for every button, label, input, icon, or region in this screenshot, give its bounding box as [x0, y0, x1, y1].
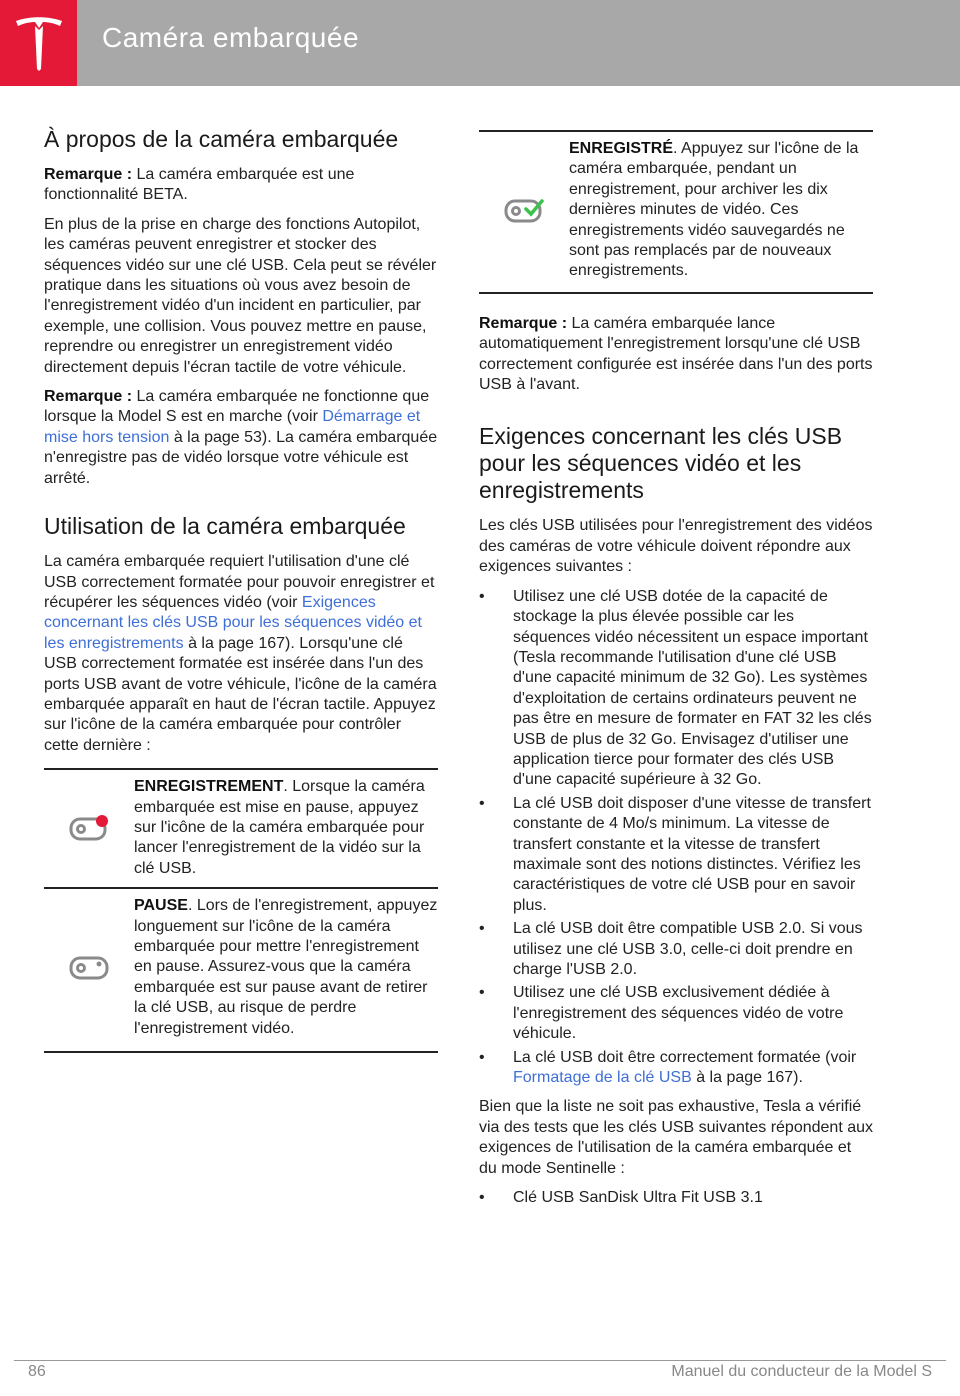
tesla-logo	[0, 0, 77, 86]
paragraph-requirements: Les clés USB utilisées pour l'enregistrement des vidéos des caméras de votre véhicule doivent répondre aux exigences suivantes :	[479, 517, 873, 576]
note-beta: Remarque : La caméra embarquée est une fonctionnalité BETA.	[44, 166, 355, 204]
recording-icon	[44, 777, 134, 879]
section-title-requirements: Exigences concernant les clés USB pour les séquences vidéo et les enregistrements	[479, 423, 843, 504]
list-item: • La clé USB doit disposer d'une vitesse de transfert constante de 4 Mo/s minimum. La vitesse de transfert constante et la vitesse de transfert maximale sont des notions distinctes. Vérifiez les caractéristiques de votre clé USB pour en savoir plus.	[479, 794, 873, 916]
link-exigences[interactable]: Exigences concernant les clés USB pour les séquences vidéo et les enregistrements	[44, 593, 422, 652]
link-demarrage[interactable]: Démarrage et mise hors tension	[44, 408, 421, 446]
paragraph-intro: En plus de la prise en charge des fonctions Autopilot, les caméras peuvent enregistrer et stocker des séquences vidéo sur une clé USB. Cela peut se révéler pratique dans les situations où vous avez besoin de l'enregistrement vidéo d'un incident en particulier, par exemple, une collision. Vous pouvez mettre en pause, reprendre ou enregistrer un enregistrement vidéo directement depuis l'écran tactile de votre véhicule.	[44, 215, 437, 376]
table-row: ENREGISTRÉ. Appuyez sur l'icône de la caméra embarquée, pendant un enregistrement, pour archiver les dix dernières minutes de vidéo. Ces enregistrements vidéo sauvegardés ne sont pas remplacés par de nouveaux enregistrements.	[479, 132, 873, 294]
note-power: Remarque : La caméra embarquée ne fonctionne que lorsque la Model S est en marche (voir Démarrage et mise hors tension à la page 53). La caméra embarquée n'enregistre pas de vidéo lorsque votre véhicule est arrêté.	[44, 388, 438, 487]
paragraph-usage: La caméra embarquée requiert l'utilisation d'une clé USB correctement formatée pour pouvoir enregistrer et récupérer les séquences vidéo (voir Exigences concernant les clés USB pour les séquences vidéo et les enregistrements à la page 167). Lorsqu'une clé USB correctement formatée est insérée dans l'un des ports USB avant de votre véhicule, l'icône de la caméra embarquée apparaît en haut de l'écran tactile. Appuyez sur l'icône de la caméra embarquée pour contrôler cette dernière :	[44, 553, 437, 754]
list-item: • Clé USB SanDisk Ultra Fit USB 3.1	[479, 1188, 873, 1208]
page-header	[0, 0, 960, 86]
list-item: • Utilisez une clé USB dotée de la capacité de stockage la plus élevée possible car les séquences vidéo nécessitent un espace important (Tesla recommande l'utilisation d'une clé USB d'une capacité minimum de 32 Go). Les systèmes d'exploitation de certains ordinateurs peuvent ne pas être en mesure de formater en FAT 32 les clés USB de plus de 32 Go. Envisagez d'utiliser une application tierce pour formater des clés USB d'une capacité supérieure à 32 Go.	[479, 587, 873, 791]
tested-keys-list	[479, 1188, 873, 1208]
page-title: Caméra embarquée	[102, 22, 360, 53]
section-title-usage: Utilisation de la caméra embarquée	[44, 513, 406, 540]
icon-table	[44, 768, 438, 1053]
link-formatage[interactable]: Formatage de la clé USB	[513, 1069, 692, 1087]
table-row: ENREGISTREMENT. Lorsque la caméra embarquée est mise en pause, appuyez sur l'icône de la caméra embarquée pour lancer l'enregistrement de la vidéo sur la clé USB.	[44, 770, 438, 889]
tesla-logo-icon	[14, 15, 64, 71]
pause-icon	[44, 896, 134, 1039]
left-column	[44, 126, 438, 1053]
paragraph-tested: Bien que la liste ne soit pas exhaustive, Tesla a vérifié via des tests que les clés USB suivantes répondent aux exigences de l'utilisation de la caméra embarquée et du mode Sentinelle :	[479, 1098, 873, 1177]
requirements-list	[479, 587, 873, 1089]
icon-table	[479, 130, 873, 294]
table-row: PAUSE. Lors de l'enregistrement, appuyez longuement sur l'icône de la caméra embarquée pour mettre l'enregistrement en pause. Assurez-vous que la caméra embarquée est sur pause avant de retirer la clé USB, au risque de perdre l'enregistrement vidéo.	[44, 889, 438, 1053]
footer-divider	[14, 1360, 946, 1361]
page-number: 86	[28, 1363, 46, 1380]
list-item: • Utilisez une clé USB exclusivement dédiée à l'enregistrement des séquences vidéo de votre véhicule.	[479, 983, 873, 1044]
saved-icon	[479, 139, 569, 282]
note-auto: Remarque : La caméra embarquée lance automatiquement l'enregistrement lorsqu'une clé USB correctement configurée est insérée dans l'un des ports USB à l'avant.	[479, 314, 873, 394]
manual-title: Manuel du conducteur de la Model S	[671, 1363, 932, 1380]
section-title-about: À propos de la caméra embarquée	[44, 126, 399, 152]
list-item: • La clé USB doit être correctement formatée (voir Formatage de la clé USB à la page 167).	[479, 1048, 873, 1089]
list-item: • La clé USB doit être compatible USB 2.0. Si vous utilisez une clé USB 3.0, celle-ci doit prendre en charge l'USB 2.0.	[479, 919, 873, 980]
right-column	[479, 130, 873, 1217]
